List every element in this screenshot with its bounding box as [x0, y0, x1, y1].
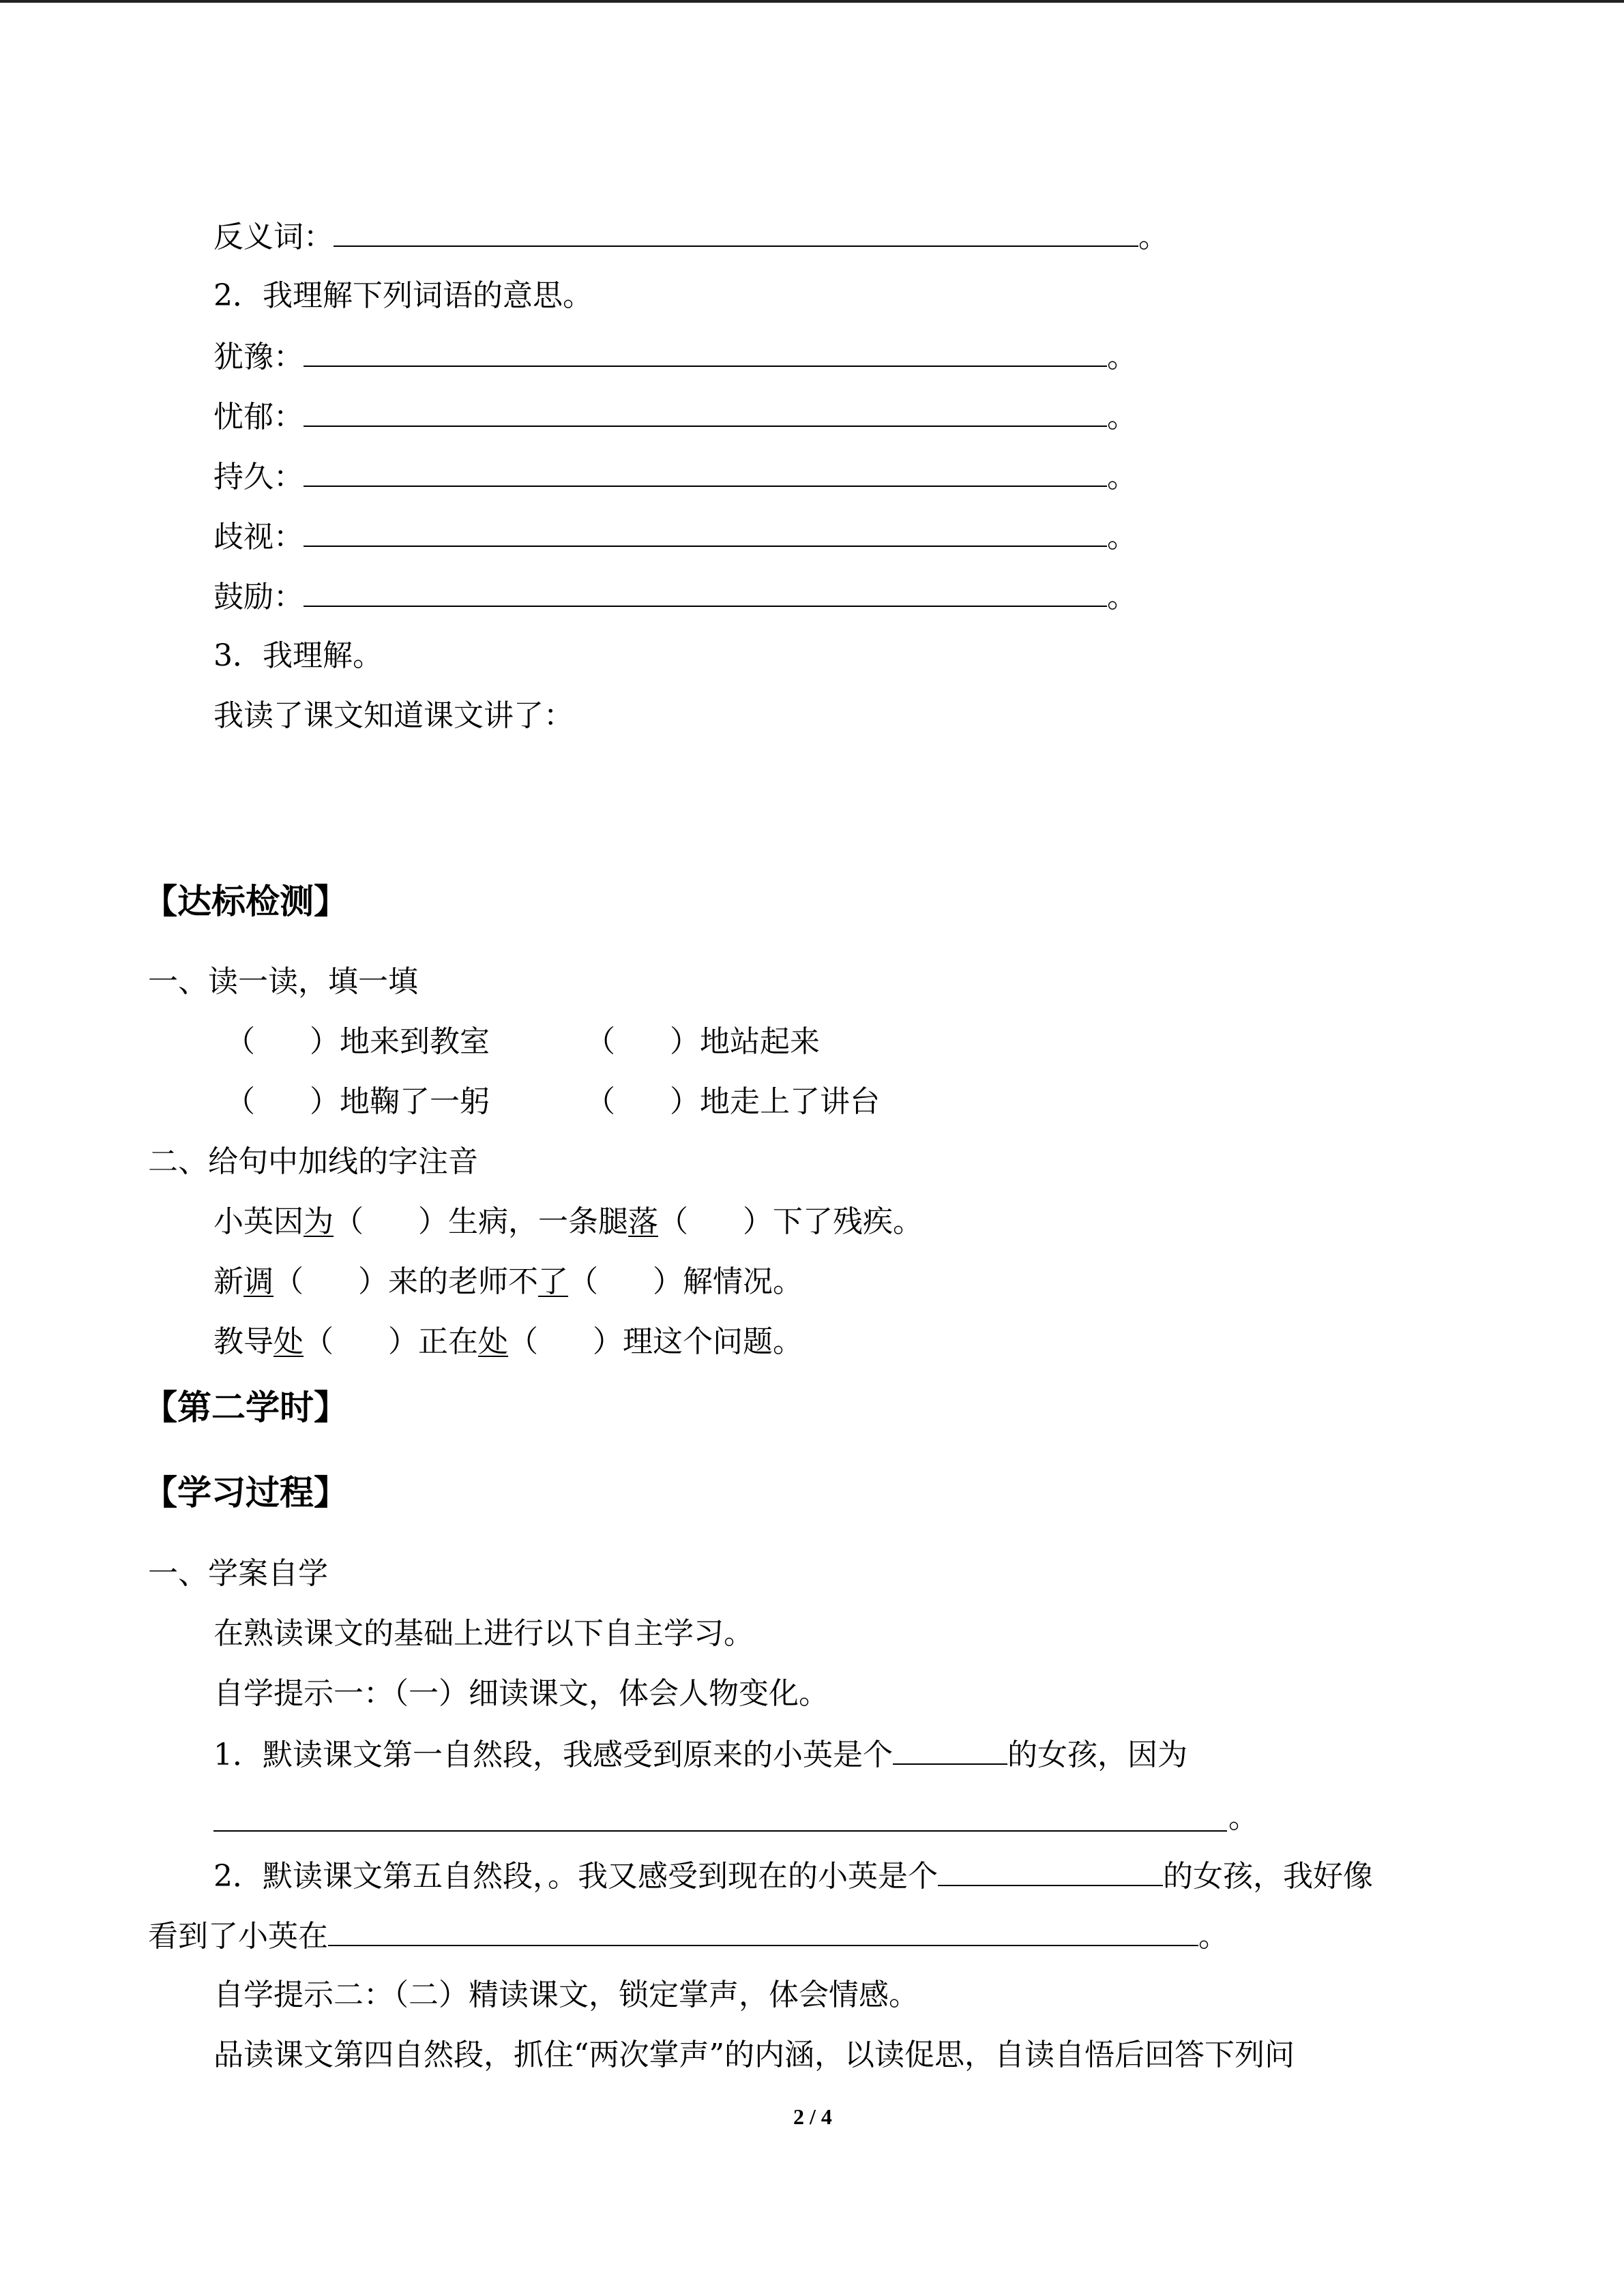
q1-answer-line[interactable]	[213, 1830, 1227, 1832]
question-2: 2．我理解下列词语的意思。	[213, 278, 593, 313]
page-number: 2 / 4	[793, 2104, 832, 2129]
word-blank[interactable]	[304, 336, 1107, 367]
fill-item: （ ）地走上了讲台	[585, 1084, 880, 1119]
q1-blank[interactable]	[893, 1733, 1007, 1765]
word-row: 忧郁： 。	[213, 396, 1137, 436]
top-border	[0, 0, 1624, 3]
word-row: 鼓励： 。	[213, 576, 1137, 616]
fill-item: （ ）地站起来	[585, 1024, 820, 1059]
q2-line: 2．默读课文第五自然段，。我又感受到现在的小英是个 的女孩，我好像	[213, 1855, 1373, 1896]
hint-1: 自学提示一：（一）细读课文，体会人物变化。	[213, 1676, 829, 1711]
q1-end-mark: 。	[1228, 1800, 1258, 1835]
fill-item: （ ）地鞠了一躬	[225, 1084, 490, 1119]
word-blank[interactable]	[304, 576, 1107, 607]
word-row: 持久： 。	[213, 456, 1137, 496]
heading-process: 【学习过程】	[143, 1473, 348, 1512]
heading-lesson-2: 【第二学时】	[143, 1388, 348, 1427]
pinyin-sentence: 新调（ ）来的老师不了（ ）解情况。	[213, 1264, 803, 1299]
word-row: 犹豫： 。	[213, 336, 1137, 376]
self-study-intro: 在熟读课文的基础上进行以下自主学习。	[213, 1616, 754, 1651]
pinyin-sentence: 教导处（ ）正在处（ ）理这个问题。	[213, 1324, 803, 1359]
word-blank[interactable]	[304, 456, 1107, 487]
antonym-line: 反义词： 。	[213, 215, 1168, 256]
antonym-blank[interactable]	[334, 215, 1138, 247]
pinyin-sentence: 小英因为（ ）生病，一条腿落（ ）下了残疾。	[213, 1204, 923, 1239]
q1-line: 1．默读课文第一自然段，我感受到原来的小英是个 的女孩，因为	[213, 1733, 1187, 1774]
section-2-title: 二、给句中加线的字注音	[148, 1144, 478, 1179]
word-blank[interactable]	[304, 396, 1107, 427]
q2-cont-line: 看到了小英在 。	[148, 1915, 1228, 1956]
heading-check: 【达标检测】	[143, 882, 348, 921]
summary-prompt: 我读了课文知道课文讲了：	[213, 698, 574, 733]
hint-2: 自学提示二：（二）精读课文，锁定掌声，体会情感。	[213, 1978, 919, 2012]
word-blank[interactable]	[304, 516, 1107, 547]
word-row: 歧视： 。	[213, 516, 1137, 556]
fill-item: （ ）地来到教室	[225, 1024, 490, 1059]
last-line: 品读课文第四自然段，抓住“两次掌声”的内涵，以读促思，自读自悟后回答下列问	[213, 2038, 1295, 2072]
section-1-title: 一、读一读，填一填	[148, 964, 418, 999]
q2-blank-2[interactable]	[328, 1915, 1198, 1946]
question-3: 3．我理解。	[213, 638, 383, 673]
q2-blank[interactable]	[938, 1855, 1163, 1886]
self-study-title: 一、学案自学	[148, 1556, 328, 1591]
